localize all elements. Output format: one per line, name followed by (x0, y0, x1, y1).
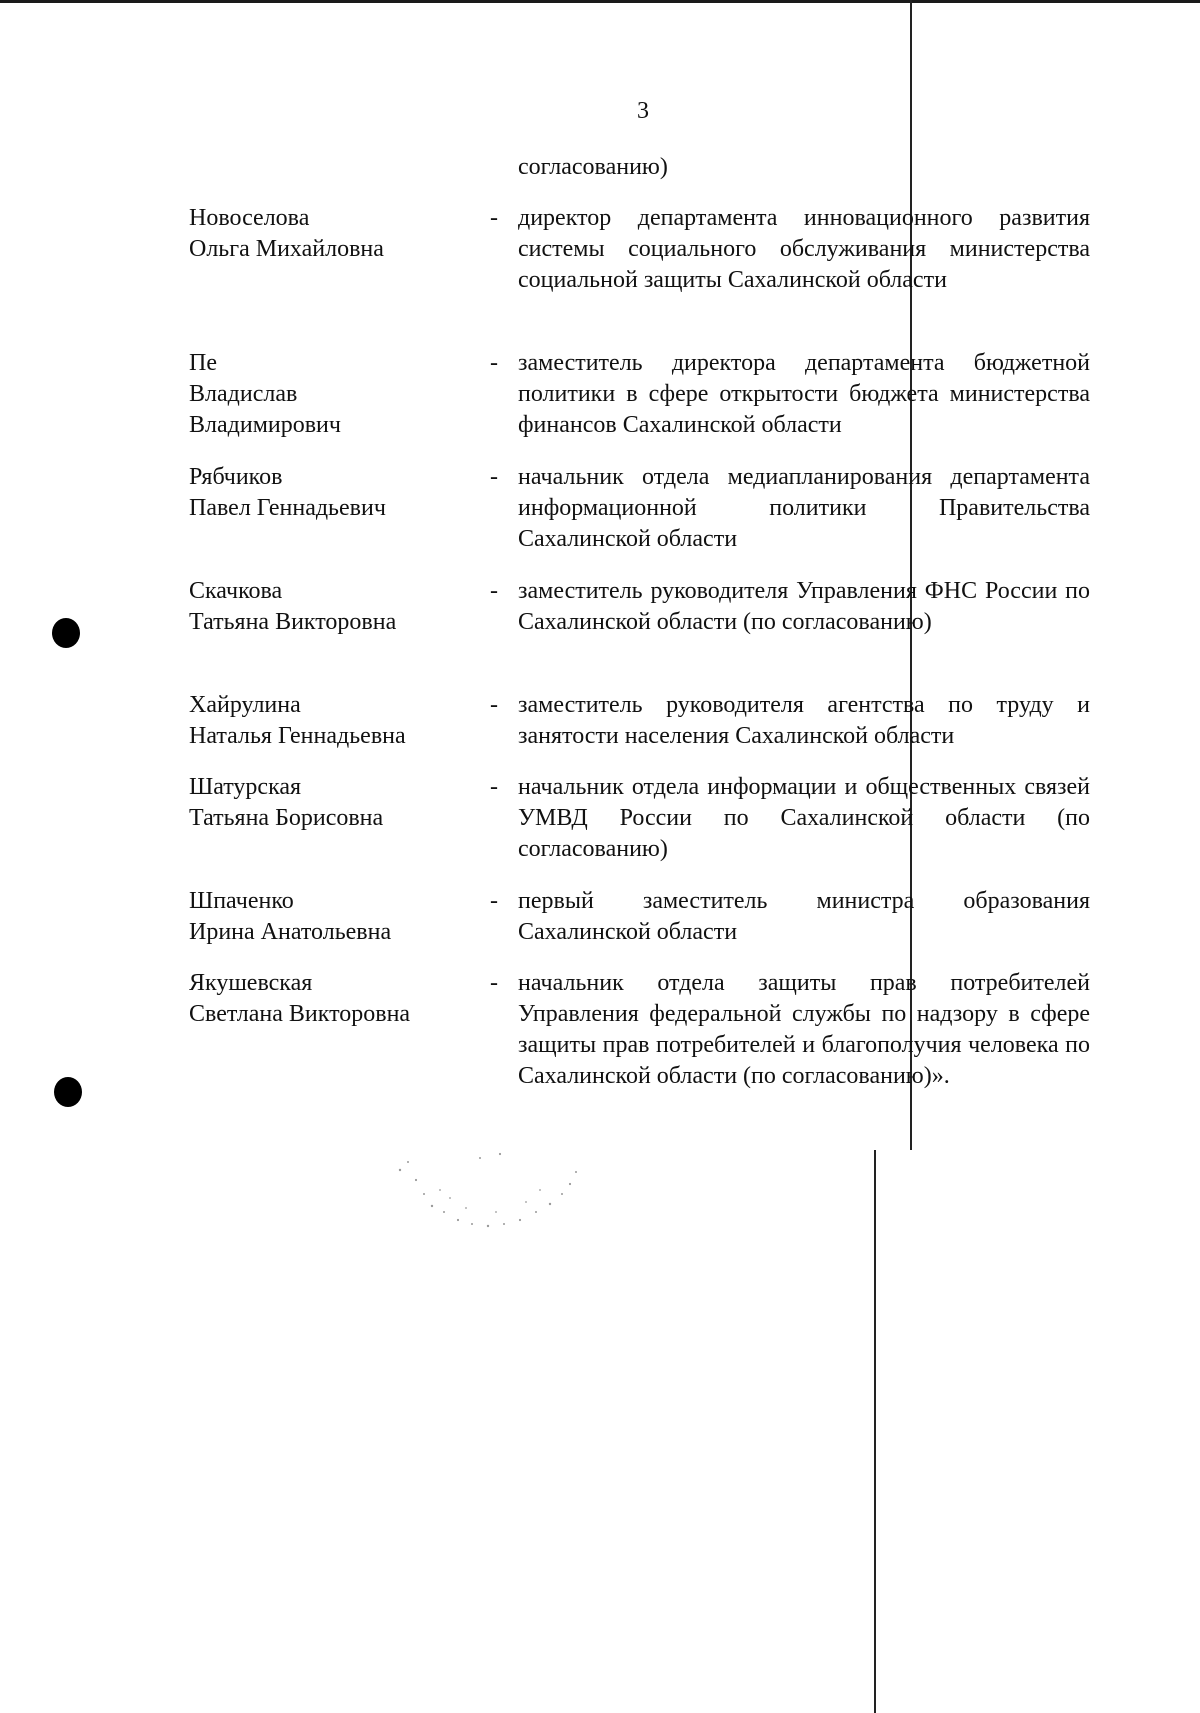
position-description: начальник отдела информации и общественных связей УМВД России по Сахалинской области (по согласованию) (518, 774, 1090, 862)
patronymic: Владимирович (189, 412, 341, 438)
person-name (189, 772, 459, 834)
given-name: Татьяна Борисовна (189, 805, 384, 831)
surname: Новоселова (189, 205, 310, 231)
surname: Рябчиков (189, 464, 283, 490)
surname: Якушевская (189, 970, 313, 996)
page-number: 3 (637, 98, 649, 124)
dash-separator: - (490, 350, 498, 376)
position-description: первый заместитель министра образования Сахалинской области (518, 888, 1090, 945)
person-name (189, 576, 459, 638)
given-name: Владислав (189, 381, 298, 407)
dash-separator: - (490, 888, 498, 914)
position-description: заместитель руководителя Управления ФНС России по Сахалинской области (по согласованию) (518, 578, 1090, 635)
dash-separator: - (490, 205, 498, 231)
given-name: Татьяна Викторовна (189, 609, 397, 635)
position-description: заместитель директора департамента бюджетной политики в сфере открытости бюджета министерства финансов Сахалинской области (518, 350, 1090, 438)
position-description: начальник отдела медиапланирования департамента информационной политики Правительства Сахалинской области (518, 464, 1090, 552)
faint-stamp-icon (380, 1150, 610, 1240)
person-name (189, 348, 459, 441)
surname: Пе (189, 350, 217, 376)
scan-artifact-line-lower (874, 1150, 876, 1713)
given-name: Ольга Михайловна (189, 236, 384, 262)
top-edge-rule (0, 0, 1200, 3)
given-name: Светлана Викторовна (189, 1001, 411, 1027)
surname: Шпаченко (189, 888, 294, 914)
person-name (189, 886, 459, 948)
position-description: начальник отдела защиты прав потребителей Управления федеральной службы по надзору в сфере защиты прав потребителей и благополучия человека по Сахалинской области (по согласованию)». (518, 970, 1090, 1089)
person-name (189, 690, 459, 752)
person-name (189, 203, 459, 265)
given-name: Павел Геннадьевич (189, 495, 386, 521)
dash-separator: - (490, 578, 498, 604)
dash-separator: - (490, 774, 498, 800)
surname: Скачкова (189, 578, 283, 604)
dash-separator: - (490, 692, 498, 718)
surname: Шатурская (189, 774, 302, 800)
given-name: Наталья Геннадьевна (189, 723, 406, 749)
surname: Хайрулина (189, 692, 301, 718)
given-name: Ирина Анатольевна (189, 919, 392, 945)
position-description: заместитель руководителя агентства по труду и занятости населения Сахалинской области (518, 692, 1090, 749)
dash-separator: - (490, 970, 498, 996)
person-name (189, 462, 459, 524)
dash-separator: - (490, 464, 498, 490)
position-description: директор департамента инновационного развития системы социального обслуживания министерства социальной защиты Сахалинской области (518, 205, 1090, 293)
person-name (189, 968, 459, 1030)
punch-hole-icon (54, 1077, 82, 1107)
continuation-text: согласованию) (518, 154, 668, 180)
punch-hole-icon (52, 618, 80, 648)
